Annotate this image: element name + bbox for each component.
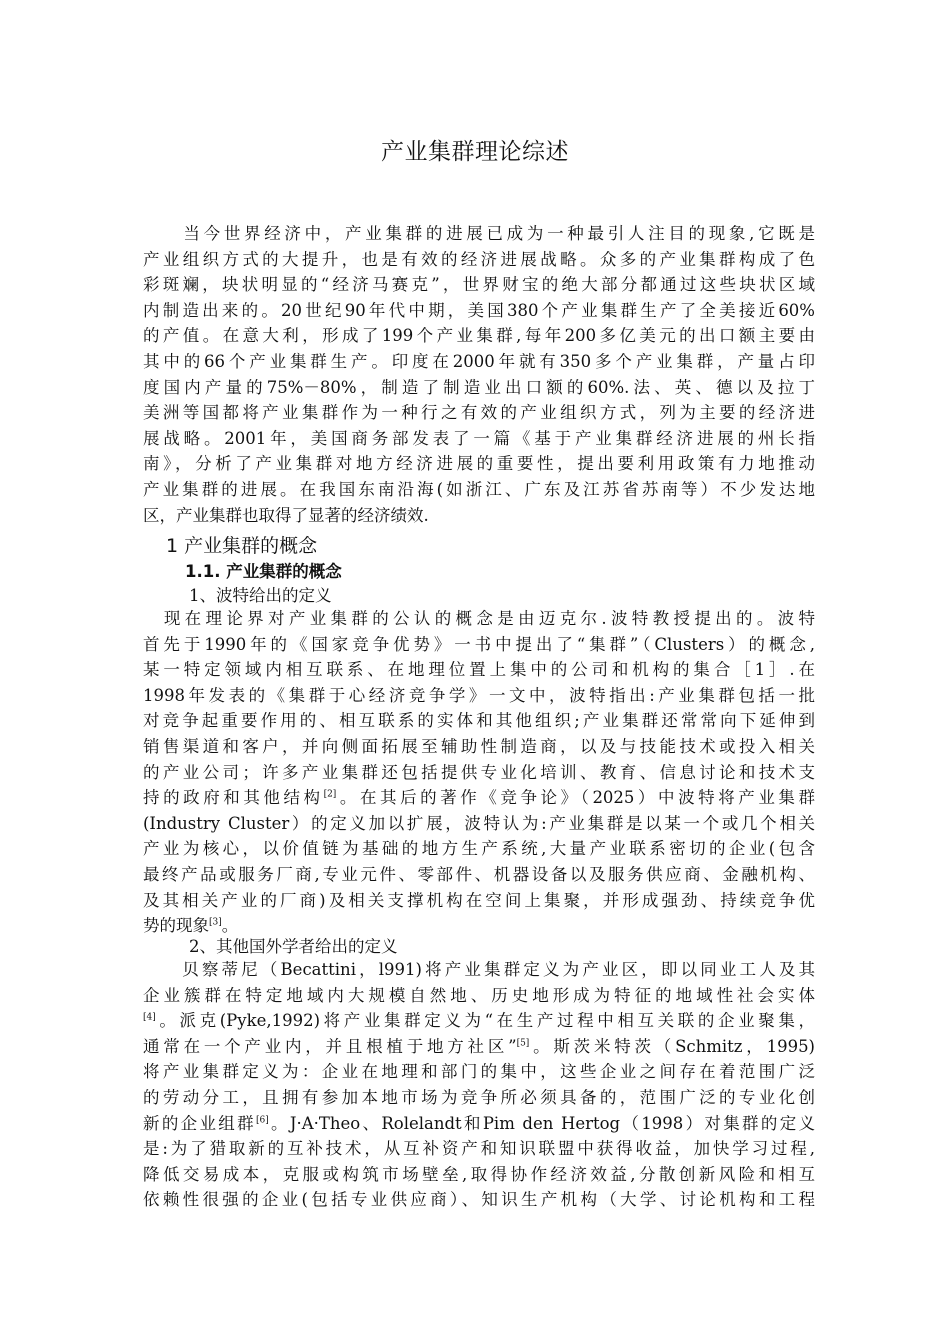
section-heading-1: 1 产业集群的概念 xyxy=(166,535,318,557)
text-line xyxy=(143,836,815,862)
text-line: 度国内产量的75%－80%，制造了制造业出口额的60%.法、英、德以及拉丁 xyxy=(143,377,815,397)
text-segment: 现在理论界对产业集群的公认的概念是由迈克尔.波特教授提出的。波特 xyxy=(143,609,815,628)
text-line xyxy=(143,1187,815,1213)
text-line: 其中的66个产业集群生产。印度在2000年就有350多个产业集群，产量占印 xyxy=(143,351,815,371)
text-line xyxy=(143,1008,815,1034)
text-line: 产业集群的进展。在我国东南沿海(如浙江、广东及江苏省苏南等）不少发达地 xyxy=(143,479,815,499)
text-segment: 。J·A·Theo、Rolelandt和Pim den Hertog（1998）对集群的定义 xyxy=(268,1113,815,1133)
text-line: 展战略。2001年，美国商务部发表了一篇《基于产业集群经济进展的州长指 xyxy=(143,428,815,448)
text-line xyxy=(143,811,815,837)
other-scholars-paragraph xyxy=(143,957,815,1213)
text-segment: 依赖性很强的企业(包括专业供应商）、知识生产机构（大学、讨论机构和工程 xyxy=(143,1190,815,1210)
text-line: 当今世界经济中，产业集群的进展已成为一种最引人注目的现象,它既是 xyxy=(143,224,815,243)
text-segment: 。派克(Pyke,1992)将产业集群定义为“在生产过程中相互关联的企业聚集， xyxy=(155,1011,815,1031)
text-segment: 将产业集群定义为：企业在地理和部门的集中，这些企业之间存在着范围广泛 xyxy=(143,1062,815,1082)
text-segment: 产业为核心，以价值链为基础的地方生产系统,大量产业联系密切的企业(包含 xyxy=(143,839,815,859)
text-line xyxy=(143,657,815,683)
text-line xyxy=(143,1136,815,1162)
text-segment: 通常在一个产业内，并且根植于地方社区” xyxy=(143,1036,517,1056)
text-segment: 首先于1990年的《国家竞争优势》一书中提出了“集群”（Clusters）的概念, xyxy=(143,634,815,654)
text-line: 美洲等国都将产业集群作为一种行之有效的产业组织方式，列为主要的经济进 xyxy=(143,403,815,423)
text-line xyxy=(143,760,815,786)
text-segment: 新的企业组群 xyxy=(143,1113,256,1133)
item-heading-other-scholars: 2、其他国外学者给出的定义 xyxy=(189,937,398,956)
text-segment: 持的政府和其他结构 xyxy=(143,788,324,808)
text-line: 南》，分析了产业集群对地方经济进展的重要性，提出要利用政策有力地推动 xyxy=(143,454,815,474)
text-segment: 贝察蒂尼（Becattini，l991)将产业集群定义为产业区，即以同业工人及其 xyxy=(143,960,815,979)
text-segment: 企业簇群在特定地域内大规模自然地、历史地形成为特征的地域性社会实体 xyxy=(143,985,815,1005)
citation-marker: [4] xyxy=(143,1012,156,1023)
text-line: 的产值。在意大利，形成了199个产业集群,每年200多亿美元的出口额主要由 xyxy=(143,326,815,346)
text-line xyxy=(143,606,815,632)
text-line: 内制造出来的。20世纪90年代中期，美国380个产业集群生产了全美接近60% xyxy=(143,300,815,320)
intro-paragraph xyxy=(143,221,815,528)
text-line xyxy=(143,1034,815,1060)
text-segment: 降低交易成本，克服或构筑市场壁垒,取得协作经济效益,分散创新风险和相互 xyxy=(143,1164,815,1184)
text-line: 产业组织方式的大提升，也是有效的经济进展战略。众多的产业集群构成了色 xyxy=(143,249,815,269)
citation-marker: [3] xyxy=(209,917,222,928)
text-segment: 某一特定领域内相互联系、在地理位置上集中的公司和机构的集合［1］.在 xyxy=(143,660,815,680)
text-segment: 是:为了猎取新的互补技术，从互补资产和知识联盟中获得收益，加快学习过程, xyxy=(143,1139,815,1159)
text-segment: 对竞争起重要作用的、相互联系的实体和其他组织;产业集群还常常向下延伸到 xyxy=(143,711,815,731)
text-line xyxy=(143,862,815,888)
text-segment: 销售渠道和客户，并向侧面拓展至辅助性制造商，以及与技能技术或投入相关 xyxy=(143,736,815,756)
text-line xyxy=(143,983,815,1009)
text-segment: 1998年发表的《集群于心经济竞争学》一文中，波特指出:产业集群包括一批 xyxy=(143,685,815,705)
text-line xyxy=(143,785,815,811)
text-line xyxy=(143,683,815,709)
document-title: 产业集群理论综述 xyxy=(381,139,569,165)
text-line xyxy=(143,957,815,983)
text-segment: 。 xyxy=(221,916,239,936)
text-line xyxy=(143,1162,815,1188)
item-heading-porter: 1、波特给出的定义 xyxy=(189,586,332,605)
text-line xyxy=(143,1085,815,1111)
text-line xyxy=(143,1111,815,1137)
text-line xyxy=(143,734,815,760)
porter-definition-paragraph xyxy=(143,606,815,939)
text-line xyxy=(143,708,815,734)
text-line: 彩斑斓，块状明显的“经济马赛克”，世界财宝的绝大部分都通过这些块状区域 xyxy=(143,275,815,295)
text-segment: 。在其后的著作《竞争论》（2025）中波特将产业集群 xyxy=(336,788,815,808)
text-line xyxy=(143,888,815,914)
citation-marker: [2] xyxy=(323,789,337,800)
text-segment: 的产业公司；许多产业集群还包括提供专业化培训、教育、信息讨论和技术支 xyxy=(143,762,815,782)
text-segment: 及其相关产业的厂商)及相关支撑机构在空间上集聚，并形成强劲、持续竞争优 xyxy=(143,890,815,910)
text-line: 区，产业集群也取得了显著的经济绩效. xyxy=(143,505,429,525)
text-segment: (Industry Cluster）的定义加以扩展，波特认为:产业集群是以某一个或几个相关 xyxy=(143,813,815,833)
text-segment: 的劳动分工，且拥有参加本地市场为竞争所必须具备的，范围广泛的专业化创 xyxy=(143,1087,815,1107)
text-segment: 最终产品或服务厂商,专业元件、零部件、机器设备以及服务供应商、金融机构、 xyxy=(143,864,815,884)
citation-marker: [5] xyxy=(516,1038,530,1049)
text-segment: 势的现象 xyxy=(143,916,209,936)
text-segment: 。斯茨米特茨（Schmitz，1995) xyxy=(529,1036,815,1056)
citation-marker: [6] xyxy=(255,1115,269,1126)
subsection-heading-1-1: 1.1. 产业集群的概念 xyxy=(185,562,342,581)
text-line xyxy=(143,632,815,658)
text-line xyxy=(143,1059,815,1085)
